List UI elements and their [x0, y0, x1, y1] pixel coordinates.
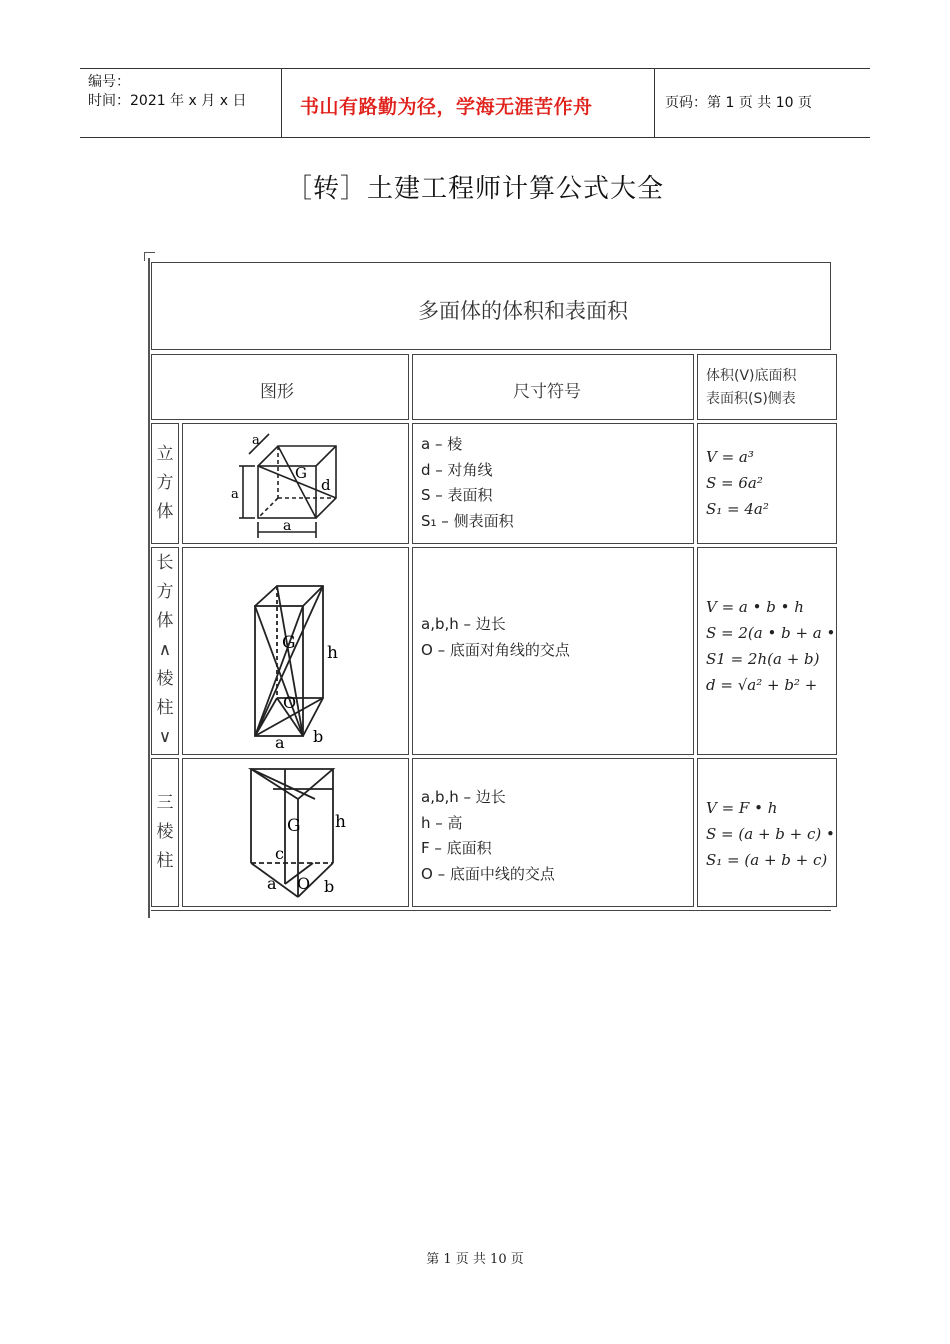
cube-label-a-side: a	[231, 487, 239, 502]
row-name-char: 体	[156, 502, 174, 522]
symbols-list	[421, 612, 570, 663]
shape-cell	[182, 547, 409, 755]
row-name-char: 立	[156, 444, 174, 464]
symbol-line: O – 底面中线的交点	[421, 864, 555, 883]
table-bottom-edge	[151, 910, 831, 913]
col-header-formula-line1: 体积(V)底面积	[706, 368, 797, 384]
table-title: 多面体的体积和表面积	[418, 299, 628, 323]
page-footer: 第 1 页 共 10 页	[426, 1252, 524, 1267]
left-border-line	[148, 258, 150, 918]
formula-line: S = (a + b + c) •	[706, 825, 835, 843]
cuboid-diagram	[183, 548, 407, 753]
time-label: 时间：2021 年 x 月 x 日	[88, 93, 247, 109]
prism-label-c: c	[275, 844, 284, 863]
cube-label-d: d	[321, 476, 331, 494]
symbol-line: S₁ – 侧表面积	[421, 511, 514, 530]
row-name-char: 棱	[156, 822, 174, 842]
row-name-char: 三	[156, 793, 174, 813]
formula-list	[706, 444, 769, 522]
row-name-cell	[151, 758, 179, 907]
symbol-line: a – 棱	[421, 435, 463, 453]
symbols-cell	[412, 423, 694, 544]
cube-diagram	[183, 424, 407, 542]
symbol-line: a,b,h – 边长	[421, 788, 506, 806]
row-name-char: 体	[156, 611, 174, 631]
symbol-line: O – 底面对角线的交点	[421, 640, 570, 659]
formula-list	[706, 594, 835, 698]
cuboid-label-g: G	[282, 633, 296, 653]
symbol-line: h – 高	[421, 813, 463, 832]
cuboid-label-b: b	[313, 727, 324, 746]
table-title-cell	[151, 262, 831, 350]
formula-line: V = F • h	[706, 799, 778, 817]
header-divider	[654, 69, 655, 137]
row-name-char: 方	[156, 473, 174, 493]
prism-label-h: h	[335, 812, 346, 832]
number-label: 编号：	[88, 74, 130, 90]
formula-cell	[697, 758, 837, 907]
polyhedra-table-figure	[144, 252, 836, 914]
row-name-char: 柱	[156, 851, 174, 871]
cube-label-a-top: a	[252, 433, 260, 448]
corner-mark	[144, 252, 155, 261]
row-name-char: 方	[156, 582, 174, 602]
symbol-line: d – 对角线	[421, 460, 493, 479]
formula-line: V = a³	[706, 448, 754, 466]
col-header-dims-label: 尺寸符号	[513, 382, 581, 402]
motto: 书山有路勤为径，学海无涯苦作舟	[300, 96, 593, 118]
header-table	[80, 68, 870, 138]
formula-line: d = √a² + b² +	[706, 676, 818, 694]
cuboid-label-h: h	[327, 643, 338, 663]
row-name	[154, 549, 176, 752]
col-header-dims	[412, 354, 694, 420]
col-header-formula-line2: 表面积(S)侧表	[706, 391, 796, 407]
row-name-char: 柱	[156, 698, 174, 718]
formula-line: S₁ = (a + b + c)	[706, 851, 828, 869]
col-header-formula	[697, 354, 837, 420]
cube-label-a-bottom: a	[283, 518, 292, 534]
prism-label-g: G	[287, 816, 301, 836]
row-name	[154, 789, 176, 876]
symbols-cell	[412, 547, 694, 755]
symbol-line: S – 表面积	[421, 486, 493, 504]
symbol-line: F – 底面积	[421, 839, 492, 857]
col-header-shape	[151, 354, 409, 420]
row-name-char: 长	[156, 553, 174, 573]
prism-label-b: b	[324, 877, 335, 896]
row-name	[154, 440, 176, 527]
prism-label-o: O	[297, 874, 311, 893]
shape-cell	[182, 758, 409, 907]
row-name-char: ∧	[158, 640, 172, 660]
formula-cell	[697, 547, 837, 755]
col-header-shape-label: 图形	[260, 382, 294, 402]
row-name-char: ∨	[158, 727, 172, 747]
formula-line: S1 = 2h(a + b)	[706, 650, 820, 668]
formula-line: S = 2(a • b + a •	[706, 624, 836, 642]
row-name-cell	[151, 423, 179, 544]
page-info: 页码：第 1 页 共 10 页	[665, 95, 812, 111]
symbol-line: a,b,h – 边长	[421, 615, 506, 633]
formula-line: S = 6a²	[706, 474, 763, 492]
header-divider	[281, 69, 282, 137]
formula-list	[706, 795, 835, 873]
symbols-list	[421, 432, 514, 534]
formula-line: S₁ = 4a²	[706, 500, 769, 518]
symbols-list	[421, 785, 555, 887]
row-name-cell	[151, 547, 179, 755]
symbols-cell	[412, 758, 694, 907]
row-name-char: 棱	[156, 669, 174, 689]
document-title: ［转］土建工程师计算公式大全	[285, 174, 664, 204]
prism-label-a: a	[267, 874, 277, 893]
prism-diagram	[183, 759, 407, 905]
cuboid-label-o: O	[283, 693, 297, 712]
shape-cell	[182, 423, 409, 544]
formula-line: V = a • b • h	[706, 598, 804, 616]
formula-cell	[697, 423, 837, 544]
cuboid-label-a: a	[275, 733, 285, 752]
cube-label-g: G	[295, 464, 307, 482]
